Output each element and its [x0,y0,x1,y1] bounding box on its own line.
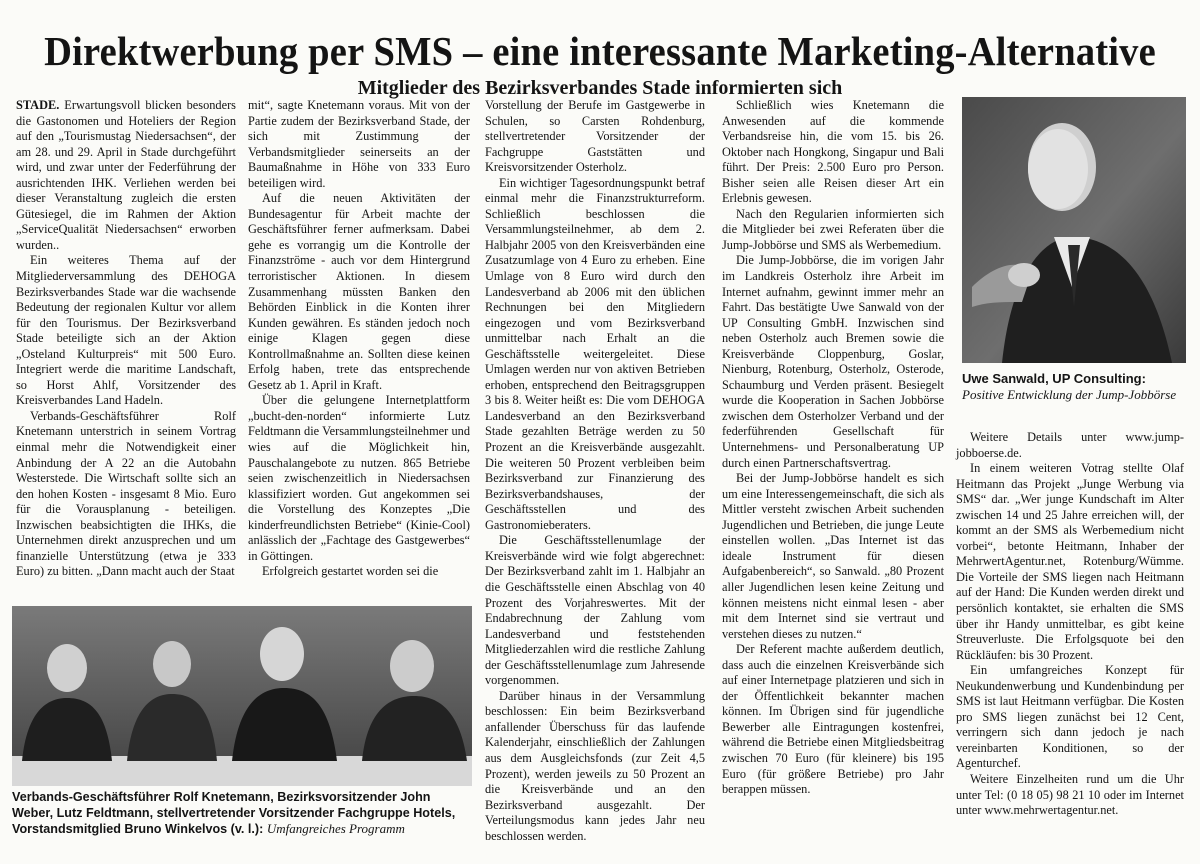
article-column-1 [16,98,236,580]
subheadline: Mitglieder des Bezirksverbandes Stade informierten sich [357,76,843,99]
portrait-caption [962,371,1188,402]
group-photo [12,606,472,786]
paragraph: Bei der Jump-Jobbörse handelt es sich um eine Interessengemeinschaft, die sich als Mittler versteht zwischen Arbeit suchenden Jugendlichen und Betrieben, die junge Leute einstellen wollen. „Das Internet ist das ideale Instrument für diesen Aufgabenbereich“, so Sanwald. „80 Prozent aller Jugendlichen lesen keine Zeitung und können meistens nicht einmal lesen - aber mit dem Internet sind sie vertraut und verstehen dieses zu nutzen.“ [722,471,944,641]
paragraph: Weitere Details unter www.jump-jobboerse.de. [956,430,1184,460]
paragraph: Erfolgreich gestartet worden sei die [262,564,439,579]
paragraph: Schließlich wies Knetemann die Anwesenden auf die kommende Verbandsreise hin, die vom 15. bis 26. Oktober nach Hongkong, Singapur und Bali führt. Der Preis: 2.500 Euro pro Person. Bisher seien alle Reisen dieser Art ein Erlebnis gewesen. [722,98,944,206]
paragraph: Verbands-Geschäftsführer Rolf Knetemann unterstrich in seinem Vortrag einmal mehr die Notwendigkeit einer Anbindung der A 22 an die Autobahn Westerstede. Die Wirtschaft sollte sich an den hohen Kosten - insgesamt 8 Mio. Euro für die Vorausplanung - beteiligen. Inzwischen beabsichtigten die IHKs, die Unternehmen direkt anzusprechen und um finanzielle Unterstützung (etwa je 333 Euro) zu bitten. „Dann macht auch der Staat [16,408,236,579]
article-column-5 [956,430,1184,819]
article-column-3 [485,98,705,844]
paragraph [16,98,236,253]
paragraph: Die Jump-Jobbörse, die im vorigen Jahr im Landkreis Osterholz ihre Arbeit im Internet aufnahm, gewinnt immer mehr an Fahrt. Das bestätigte Uwe Sanwald von der UP Consulting GmbH. Inzwischen sind neben Osterholz auch Bremen sowie die Kreisverbände Cloppenburg, Goslar, Nienburg, Rotenburg, Osterholz, Osterode, Schaumburg und Verden präsent. Besiegelt wurde die Kooperation in Sachen Jobbörse zwischen dem Osterholzer Verband und der federführenden Gesellschaft für Unternehmens- und Personalberatung UP durch einen Partnerschaftsvertrag. [722,253,944,470]
paragraph: Weitere Einzelheiten rund um die Uhr unter Tel: (0 18 05) 98 21 10 oder im Internet unter www.mehrwertagentur.net. [956,772,1184,818]
article-column-2 [248,98,470,580]
paragraph: Über die gelungene Internetplattform „bucht-den-norden“ informierte Lutz Feldtmann die Versammlungsteilnehmer und wies auf die Möglichkeit hin, Pauschalangebote zu nutzen. 865 Betriebe seien zwischenzeitlich in Niedersachsen klassifiziert worden. Gut angekommen sei die Vorstellung des Konzeptes „Die kinderfreundlichsten Betriebe“ (Kinie-Cool) anlässlich der „Fachtage des Gastgewerbes“ in Göttingen. [248,393,470,563]
paragraph: Darüber hinaus in der Versammlung beschlossen: Ein beim Bezirksverband anfallender Überschuss für das laufende Kalenderjahr, einschließlich der Zahlungen aus dem Ausgleichsfonds (zur Zeit 4,5 Prozent), werden jeweils zu 50 Prozent an die Kreisverbände und an den Bezirksverband ausgezahlt. Der Verteilungsmodus kann jedes Jahr neu beschlossen werden. [485,688,705,843]
article-column-4 [722,98,944,798]
paragraph: Der Referent machte außerdem deutlich, dass auch die einzelnen Kreisverbände sich auf einer Internetpage platzieren und sich in der Öffentlichkeit bekannter machen können. Im Übrigen sind für jugendliche Bewerber alle Eintragungen kostenfrei, während die Betriebe einen Mitgliedsbeitrag zwischen 70 Euro (für kleinere) bis 195 Euro (für größere Betriebe) pro Jahr berappen müssen. [722,642,944,797]
group-photo-caption-names: Verbands-Geschäftsführer Rolf Knetemann, Bezirksvorsitzender John Weber, Lutz Feldtmann, stellvertretender Vorsitzender Fachgruppe Hotels, Vorstandsmitglied Bruno Winkelvos (v. l.): [12,790,456,836]
paragraph: Ein weiteres Thema auf der Mitgliederversammlung des DEHOGA Bezirksverbandes Stade war die wachsende Bedeutung der regionalen Kultur vor allem für den Tourismus. Der Bezirksverband Stade beteiligte sich an der Aktion „Osteland Kulturpreis“ mit 500 Euro. Integriert werde die maritime Landschaft, so Horst Ahlf, Vorsitzender des Kreisverbandes Land Hadeln. [16,253,236,408]
headline: Direktwerbung per SMS – eine interessante Marketing-Alternative [44,29,1156,75]
paragraph: Auf die neuen Aktivitäten der Bundesagentur für Arbeit machte der Geschäftsführer ferner aufmerksam. Dabei gehe es vorrangig um die Kontrolle der Finanzströme - auch vor dem Hintergrund terroristischer Aktionen. In diesem Zusammenhang müssten Banken den Behörden Einblick in die Konten ihrer Kunden gewähren. Es ständen jedoch noch einige Klagen gegen diese Kontrollmaßnahme an. Sollten diese keinen Erfolg haben, trete das entsprechende Gesetz ab 1. April in Kraft. [248,191,470,392]
paragraph: Nach den Regularien informierten sich die Mitglieder bei zwei Referaten über die Jump-Jobbörse und SMS als Werbemedium. [722,206,944,252]
paragraph: Vorstellung der Berufe im Gastgewerbe in Schulen, so Carsten Rohdenburg, stellvertretender Vorsitzender der Fachgruppe Gaststätten und Kreisvorsitzender Osterholz. [485,98,705,175]
portrait-caption-name: Uwe Sanwald, UP Consulting: [962,371,1146,386]
dateline: STADE. [16,98,60,112]
group-photo-illustration [12,606,472,786]
portrait-photo-illustration [962,97,1186,363]
paragraph: Ein wichtiger Tagesordnungspunkt betraf einmal mehr die Finanzstrukturreform. Schließlich beschlossen die Versammlungsteilnehmer, ab dem 2. Halbjahr 2005 von den Kreisverbänden eine Zusatzumlage von 4 Euro zu erheben. Eine Umlage von 8 Euro wird durch den Landesverband ab 2006 mit den üblichen Rechnungen bei den Mitgliedern eingezogen und vom Bezirksverband unmittelbar nach Erhalt an die Geschäftsstelle weitergeleitet. Diese Umlagen werden nur von aktiven Betrieben erhoben, entsprechend den Beitragsgruppen 3 bis 8. Weiter heißt es: Die vom DEHOGA Landesverband an den Bezirksverband Stade gezahlten Beträge werden zu 50 Prozent an die Kreisverbände ausgezahlt. Die weiteren 50 Prozent verbleiben beim Bezirksverband zur Finanzierung des Bezirksverbandshauses, der Geschäftsstellen und des Gastronomieberaters. [485,175,705,532]
group-photo-caption [12,790,474,838]
paragraph: Die Geschäftsstellenumlage der Kreisverbände wird wie folgt abgerechnet: Der Bezirksverband zahlt im 1. Halbjahr an die Geschäftsstelle einen Abschlag von 40 Prozent des Vorjahreswertes. Mit der Endabrechnung der Zahlung vom Landesverband und feststehenden Mitgliederzahlen wird die restliche Zahlung der Geschäftsstellenumlage zum Jahresende vorgenommen. [485,533,705,688]
paragraph: mit“, sagte Knetemann voraus. Mit von der Partie zudem der Bezirksverband Stade, der sich mit Zustimmung der Verbandsmitglieder seinerseits an der Baumaßnahme in Höhe von 333 Euro beteiligen wird. [248,98,470,190]
group-photo-caption-text: Umfangreiches Programm [266,821,405,836]
paragraph: Ein umfangreiches Konzept für Neukundenwerbung und Kundenbindung per SMS ist laut Heitmann verfügbar. Die Kosten pro SMS liegen zunächst bei 12 Cent, verringern sich dann jedoch je nach vereinbarten Konditionen, so der Agenturchef. [956,663,1184,771]
paragraph-text: Erwartungsvoll blicken besonders die Gastonomen und Hoteliers der Region auf den „Tourismustag Niedersachsen“, der am 28. und 29. April in Stade durchgeführt wird, und zwar unter der Federführung der ausrichtenden IHK. Verliehen werden bei dieser Veranstaltung zugleich die ersten Gütesiegel, die im Rahmen der Aktion „ServiceQualität Niedersachsen“ erworben wurden.. [16,98,236,252]
paragraph: In einem weiteren Votrag stellte Olaf Heitmann das Projekt „Junge Werbung via SMS“ dar. „Wer junge Kundschaft im Alter zwischen 14 und 25 Jahre erreichen will, der kommt an der SMS als Werbemedium nicht vorbei“, betonte Heitmann, Inhaber der MehrwertAgentur.net, Rotenburg/Wümme. Die Vorteile der SMS liegen nach Heitmann auf der Hand: Die Kunden werden direkt und persönlich kontaktet, sie erhalten die SMS über ihr Handy unmittelbar, es gibt keine Streuverluste. Die Erfolgsquote bei den Rückläufen: bis 30 Prozent. [956,461,1184,662]
portrait-photo [962,97,1186,363]
portrait-caption-text: Positive Entwicklung der Jump-Jobbörse [962,386,1177,402]
